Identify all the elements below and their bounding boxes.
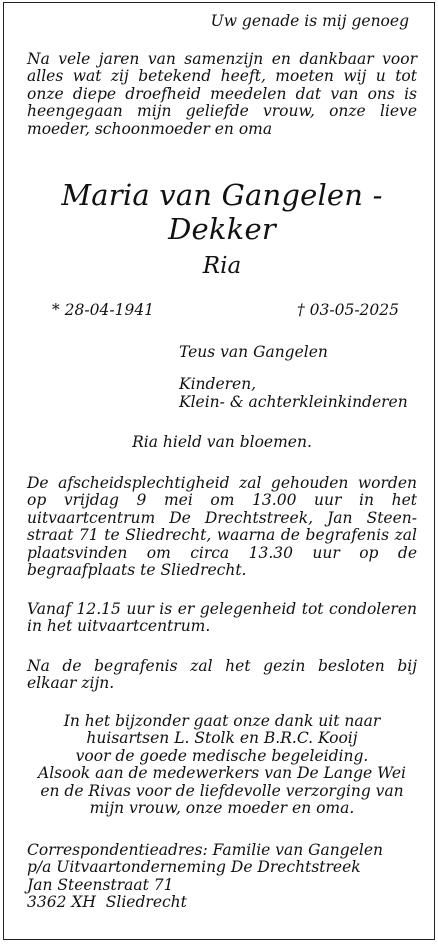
correspondence-address <box>27 842 417 912</box>
mourner-children: Kinderen, <box>179 375 257 393</box>
mourner-grandchildren: Klein- & achterkleinkinderen <box>179 392 408 411</box>
deceased-name: Maria van Gangelen - Dekker <box>61 178 383 246</box>
thanks-line: voor de goede medische begeleiding. <box>75 746 369 765</box>
thanks-block <box>27 713 417 818</box>
thanks-line: mijn vrouw, onze moeder en oma. <box>89 799 355 817</box>
mourner-family <box>27 376 417 411</box>
ceremony-text: De afscheidsplechtigheid zal gehouden worden op vrijdag 9 mei om 13.00 uur in het uitvaartcentrum De Drechtstreek, Jan Steenstraat 71 te Sliedrecht, waarna de begrafenis zal plaatsvinden om circa 13.30 uur op de begraafplaats te Sliedrecht. <box>27 473 417 579</box>
intro-text: Na vele jaren van samenzijn en dankbaar voor alles wat zij betekend heeft, moeten wij u tot onze diepe droefheid meedelen dat van ons is heengegaan mijn geliefde vrouw, onze lieve moeder, schoonmoeder en oma <box>27 49 417 138</box>
thanks-line: Alsook aan de medewerkers van De Lange Wei <box>38 764 406 782</box>
address-line: Correspondentieadres: Familie van Gangelen <box>27 840 383 859</box>
life-dates <box>27 302 417 320</box>
death-date: † 03-05-2025 <box>296 301 399 319</box>
thanks-line: en de Rivas voor de liefdevolle verzorging van <box>40 781 404 800</box>
address-line: 3362 XH Sliedrecht <box>27 893 187 911</box>
motto: Uw genade is mij genoeg <box>210 12 409 30</box>
thanks-line: huisartsen L. Stolk en B.R.C. Kooij <box>86 729 358 747</box>
address-line: p/a Uitvaartonderneming De Drechtstreek <box>27 858 361 876</box>
birth-date: * 28-04-1941 <box>52 301 155 319</box>
mourner-husband: Teus van Gangelen <box>179 342 328 361</box>
obituary-card <box>3 2 435 940</box>
address-line: Jan Steenstraat 71 <box>27 875 174 894</box>
condolence-text: Vanaf 12.15 uur is er gelegenheid tot condoleren in het uitvaartcentrum. <box>27 599 417 635</box>
flowers-note: Ria hield van bloemen. <box>132 433 312 451</box>
family-note: Na de begrafenis zal het gezin besloten bij elkaar zijn. <box>27 656 417 692</box>
deceased-nickname: Ria <box>202 253 242 279</box>
thanks-line: In het bijzonder gaat onze dank uit naar <box>63 711 381 730</box>
